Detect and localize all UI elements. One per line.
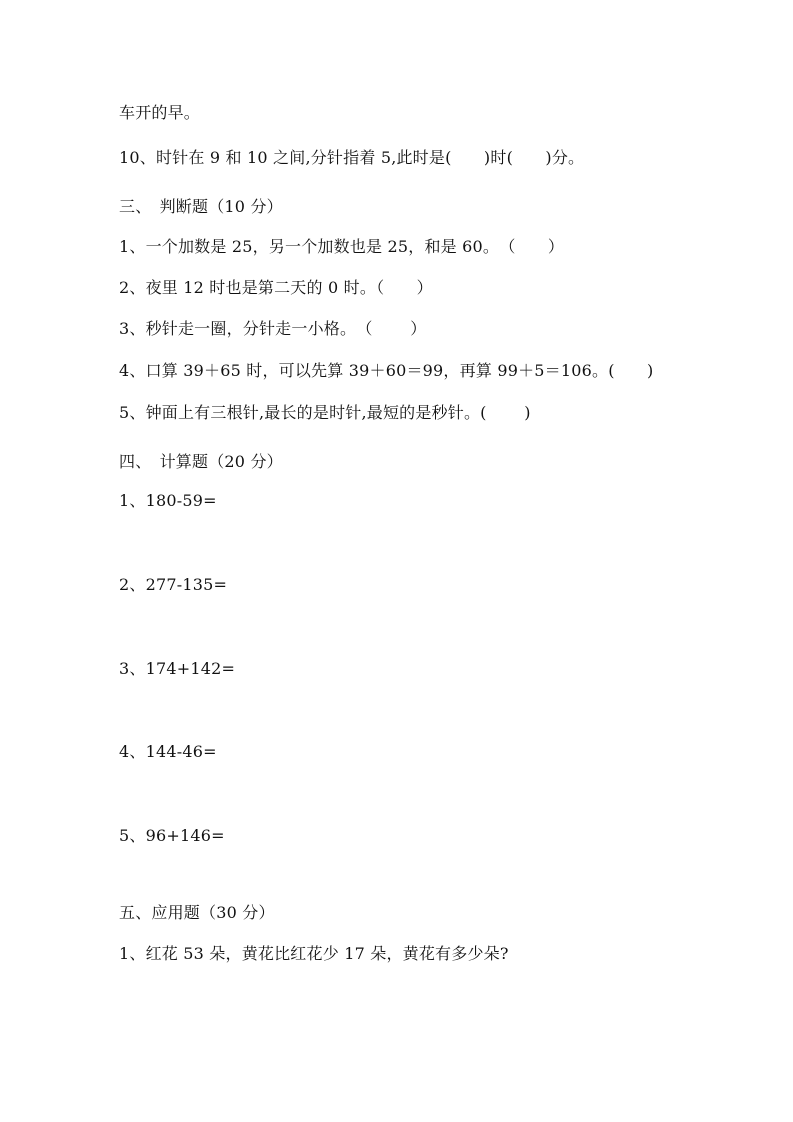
judgment-question-2: 2、夜里 12 时也是第二天的 0 时。（ ） <box>119 278 433 297</box>
section-heading-application: 五、应用题（30 分） <box>119 903 275 922</box>
judgment-question-1: 1、一个加数是 25，另一个加数也是 25，和是 60。 （ ） <box>119 237 565 256</box>
calculation-question-2: 2、277-135= <box>119 575 228 594</box>
calculation-question-3: 3、174+142= <box>119 659 236 678</box>
calculation-question-4: 4、144-46= <box>119 742 217 761</box>
calculation-question-5: 5、96+146= <box>119 826 225 845</box>
judgment-question-4: 4、口算 39＋65 时，可以先算 39＋60＝99，再算 99＋5＝106。( ) <box>119 361 654 380</box>
continuation-text: 车开的早。 <box>119 103 201 122</box>
judgment-question-5: 5、钟面上有三根针,最长的是时针,最短的是秒针。( ) <box>119 403 531 422</box>
calculation-question-1: 1、180-59= <box>119 491 217 510</box>
judgment-question-3: 3、秒针走一圈，分针走一小格。 （ ） <box>119 319 427 338</box>
section-heading-judgment: 三、 判断题（10 分） <box>119 197 283 216</box>
section-heading-calculation: 四、 计算题（20 分） <box>119 452 283 471</box>
fill-in-question-10: 10、时针在 9 和 10 之间,分针指着 5,此时是( )时( )分。 <box>119 148 585 167</box>
application-question-1: 1、红花 53 朵，黄花比红花少 17 朵，黄花有多少朵? <box>119 944 509 963</box>
